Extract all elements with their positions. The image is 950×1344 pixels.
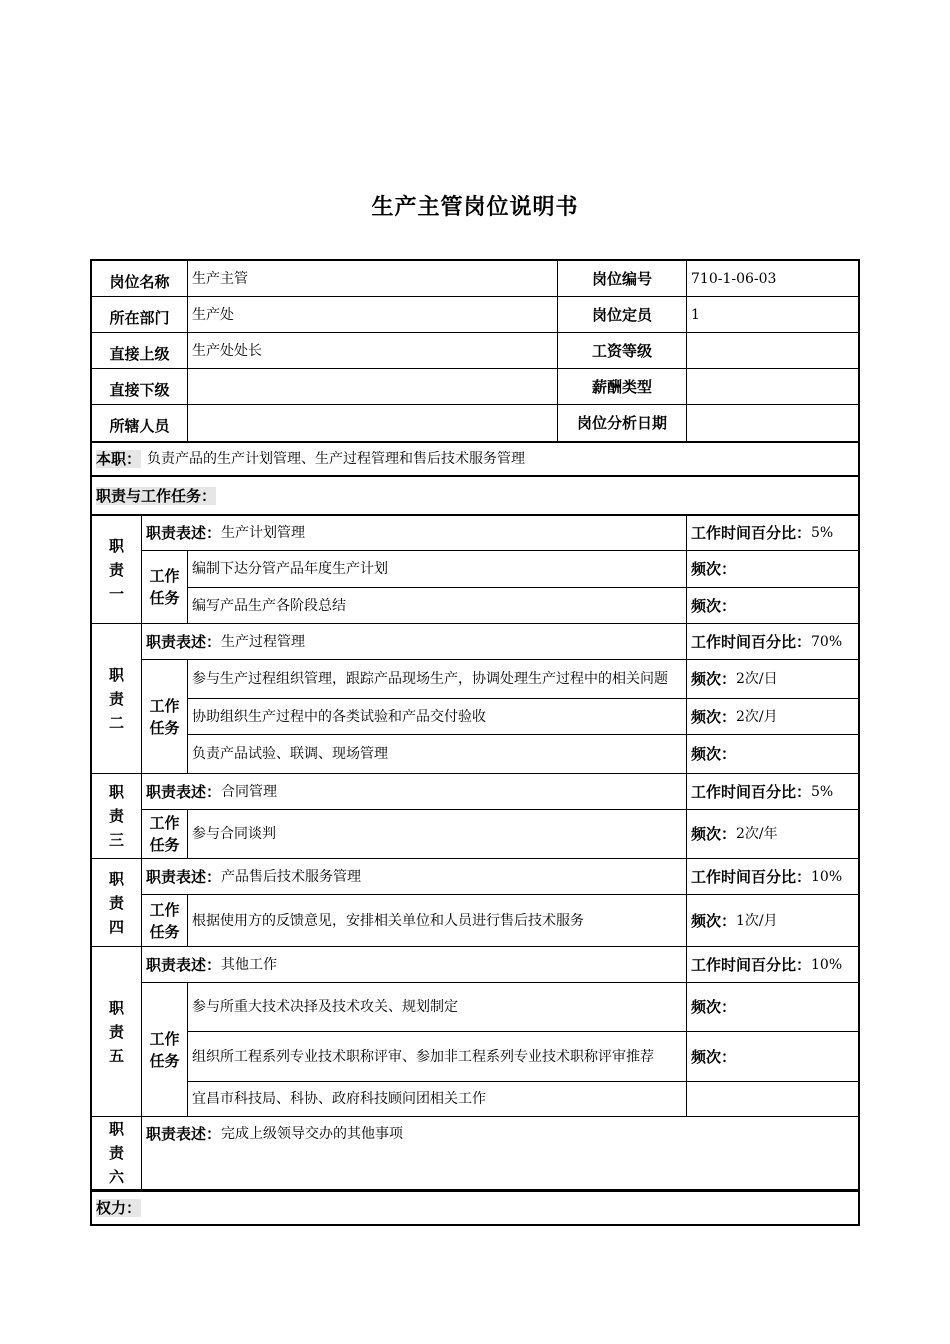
task-frequency [687, 551, 858, 588]
task-frequency [687, 810, 858, 859]
info-label-text: 直接下级 [109, 380, 170, 399]
info-label-text: 所在部门 [109, 308, 170, 327]
work-task-text [149, 695, 179, 739]
duty-desc-label: 职责表述： [146, 867, 222, 886]
duty-number-label [109, 663, 124, 735]
duty-number-cell [92, 774, 142, 859]
info-label-text: 岗位定员 [591, 305, 652, 324]
duty-char: 责 [108, 1144, 124, 1162]
info-label [92, 261, 188, 297]
frequency-value: 2次/月 [736, 708, 778, 725]
duty-time-percent [687, 947, 858, 983]
work-task-word: 任务 [149, 922, 180, 941]
info-value-text: 1 [691, 306, 700, 323]
work-task-word: 工作 [149, 1029, 180, 1048]
duty-desc-label: 职责表述： [146, 632, 222, 651]
info-value-text: 710-1-06-03 [691, 270, 777, 287]
duty-char: 四 [108, 917, 124, 936]
task-text [188, 699, 687, 735]
info-label [558, 333, 687, 369]
task-text [188, 588, 687, 624]
frequency-label: 频次： [691, 1047, 737, 1066]
work-task-text [149, 1028, 179, 1072]
duty-char: 职 [108, 665, 124, 684]
duty-desc-text: 生产过程管理 [221, 633, 306, 650]
duty-number-cell [92, 947, 142, 1117]
duty-description [142, 859, 687, 895]
info-value-text: 生产处 [192, 306, 234, 323]
info-value-text: 生产主管 [192, 270, 248, 287]
duty-time-percent [687, 859, 858, 895]
main-duty-row [92, 441, 858, 477]
duty-char: 六 [108, 1168, 124, 1186]
info-value [687, 333, 858, 369]
work-task-label [142, 660, 188, 774]
info-label [558, 405, 687, 442]
duty-time-percent [687, 624, 858, 660]
duty-desc-text: 其他工作 [221, 956, 278, 973]
task-text-value: 编制下达分管产品年度生产计划 [192, 561, 388, 577]
info-label-text: 薪酬类型 [591, 377, 652, 396]
time-percent-value: 10% [811, 868, 843, 885]
time-percent-label: 工作时间百分比： [691, 955, 812, 974]
work-task-word: 工作 [149, 814, 180, 832]
time-percent-value: 5% [811, 783, 834, 800]
duty-char: 五 [108, 1046, 124, 1065]
work-task-word: 任务 [149, 718, 180, 737]
task-frequency [687, 1082, 858, 1117]
duty-char: 责 [108, 560, 124, 579]
info-value [687, 369, 858, 405]
duty-char: 职 [108, 783, 124, 801]
duty-desc-label: 职责表述： [146, 1125, 222, 1143]
frequency-label: 频次： [691, 745, 737, 763]
work-task-word: 任务 [149, 589, 180, 607]
duty-desc-text: 合同管理 [221, 783, 278, 800]
duty-description [142, 774, 687, 810]
duty-char: 职 [108, 998, 124, 1017]
duty-char: 责 [108, 893, 124, 912]
task-text-value: 参与所重大技术决择及技术攻关、规划制定 [192, 999, 458, 1015]
info-value [687, 297, 858, 333]
duty-char: 责 [108, 807, 124, 825]
task-text-value: 根据使用方的反馈意见，安排相关单位和人员进行售后技术服务 [192, 912, 584, 929]
frequency-label: 频次： [691, 560, 737, 578]
info-label-text: 岗位名称 [109, 272, 170, 291]
frequency-value: 2次/日 [736, 671, 778, 687]
duty-char: 职 [108, 536, 124, 555]
duty-char: 职 [108, 869, 124, 888]
info-value [188, 261, 558, 297]
info-value [188, 297, 558, 333]
time-percent-value: 10% [811, 956, 843, 973]
info-value [188, 405, 558, 442]
duty-number-label [109, 996, 124, 1068]
duty-number-cell [92, 1117, 142, 1190]
task-text-value: 参与合同谈判 [192, 826, 276, 842]
task-text [188, 810, 687, 859]
task-frequency [687, 699, 858, 735]
duty-number-label [109, 534, 124, 606]
info-label [92, 297, 188, 333]
work-task-text [149, 812, 179, 856]
duty-number-label [109, 1117, 124, 1189]
task-text [188, 551, 687, 588]
work-task-label [142, 983, 188, 1117]
main-duty-text: 负责产品的生产计划管理、生产过程管理和售后技术服务管理 [147, 451, 526, 467]
info-label [558, 297, 687, 333]
task-frequency [687, 735, 858, 774]
duty-number-cell [92, 859, 142, 947]
duty-description [142, 624, 687, 660]
work-task-label [142, 810, 188, 859]
task-frequency [687, 588, 858, 624]
page-title: 生产主管岗位说明书 [371, 195, 579, 220]
info-label-text: 岗位分析日期 [576, 414, 667, 432]
work-task-word: 工作 [149, 696, 180, 715]
duty-desc-label: 职责表述： [146, 524, 222, 542]
work-task-word: 工作 [149, 900, 180, 919]
task-text [188, 983, 687, 1032]
frequency-label: 频次： [691, 596, 737, 615]
duties-header [92, 478, 858, 516]
duty-char: 一 [108, 584, 124, 603]
time-percent-value: 5% [811, 525, 834, 541]
duty-char: 三 [108, 831, 124, 849]
duty-desc-label: 职责表述： [146, 782, 222, 801]
duties-header-label: 职责与工作任务： [96, 487, 217, 505]
work-task-text [149, 899, 179, 943]
authority-row [92, 1190, 858, 1224]
frequency-value: 2次/年 [736, 826, 778, 842]
duty-char: 责 [108, 689, 124, 708]
work-task-text [149, 565, 179, 609]
info-label-text: 所辖人员 [109, 417, 170, 435]
task-text-value: 组织所工程系列专业技术职称评审、参加非工程系列专业技术职称评审推荐 [192, 1048, 654, 1065]
authority-label: 权力： [96, 1199, 142, 1217]
info-label [558, 261, 687, 297]
form-grid [90, 259, 860, 1226]
task-frequency [687, 983, 858, 1032]
task-text-value: 负责产品试验、联调、现场管理 [192, 746, 388, 762]
frequency-label: 频次： [691, 825, 737, 843]
info-value [687, 261, 858, 297]
frequency-value: 1次/月 [736, 912, 778, 929]
duty-description [142, 516, 687, 551]
duty-number-label [109, 780, 124, 852]
frequency-label: 频次： [691, 911, 737, 930]
info-label [92, 369, 188, 405]
task-text [188, 660, 687, 699]
duty-char: 二 [108, 713, 124, 732]
duty-desc-text: 生产计划管理 [221, 525, 306, 541]
duty-time-percent [687, 516, 858, 551]
info-label [92, 405, 188, 442]
time-percent-label: 工作时间百分比： [691, 632, 812, 651]
duty-number-cell [92, 516, 142, 624]
duty-desc-text: 完成上级领导交办的其他事项 [221, 1126, 404, 1142]
work-task-word: 任务 [149, 1051, 180, 1070]
info-label [92, 333, 188, 369]
work-task-word: 任务 [149, 836, 180, 854]
info-value [188, 369, 558, 405]
duty-char: 职 [108, 1120, 124, 1138]
time-percent-label: 工作时间百分比： [691, 524, 812, 542]
task-text-value: 编写产品生产各阶段总结 [192, 597, 346, 614]
task-frequency [687, 660, 858, 699]
task-frequency [687, 1032, 858, 1082]
work-task-word: 工作 [149, 567, 180, 585]
time-percent-value: 70% [811, 633, 843, 650]
task-text-value: 协助组织生产过程中的各类试验和产品交付验收 [192, 708, 486, 725]
frequency-label: 频次： [691, 707, 737, 726]
info-label [558, 369, 687, 405]
duty-time-percent [687, 774, 858, 810]
duty-description [142, 1117, 858, 1190]
info-value [188, 333, 558, 369]
frequency-label: 频次： [691, 670, 737, 688]
duty-desc-text: 产品售后技术服务管理 [221, 868, 362, 885]
frequency-label: 频次： [691, 998, 737, 1016]
task-text [188, 735, 687, 774]
task-text [188, 1032, 687, 1082]
task-frequency [687, 895, 858, 947]
info-value [687, 405, 858, 442]
info-label-text: 直接上级 [109, 344, 170, 363]
work-task-label [142, 895, 188, 947]
task-text-value: 参与生产过程组织管理，跟踪产品现场生产，协调处理生产过程中的相关问题 [192, 671, 668, 687]
time-percent-label: 工作时间百分比： [691, 867, 812, 886]
task-text [188, 1082, 687, 1117]
task-text [188, 895, 687, 947]
duty-desc-label: 职责表述： [146, 955, 222, 974]
duty-number-cell [92, 624, 142, 774]
time-percent-label: 工作时间百分比： [691, 782, 812, 801]
info-value-text: 生产处处长 [192, 342, 262, 359]
work-task-label [142, 551, 188, 624]
duty-description [142, 947, 687, 983]
main-duty-label: 本职： [96, 450, 142, 468]
duty-char: 责 [108, 1022, 124, 1041]
info-label-text: 岗位编号 [591, 269, 652, 288]
duty-number-label [109, 867, 124, 939]
info-label-text: 工资等级 [591, 341, 652, 360]
task-text-value: 宜昌市科技局、科协、政府科技顾问团相关工作 [192, 1091, 486, 1107]
